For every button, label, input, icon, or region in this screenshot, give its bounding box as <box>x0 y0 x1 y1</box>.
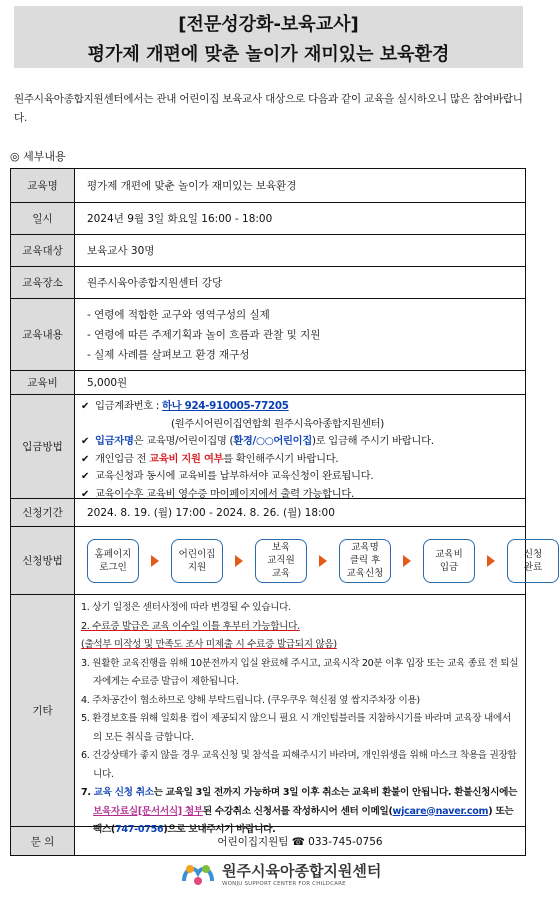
center-logo-icon <box>180 861 216 887</box>
row-place <box>11 267 525 299</box>
section-heading: ◎ 세부내용 <box>10 150 66 163</box>
list-item: - 연령에 적합한 교구와 영역구성의 실제 <box>87 308 270 321</box>
row-value: 원주시육아종합지원센터 강당 <box>87 277 223 289</box>
check-icon: ✔ <box>81 436 90 447</box>
account-owner: (원주시어린이집연합회 원주시육아종합지원센터) <box>171 417 384 430</box>
list-item: (출석부 미작성 및 만족도 조사 미제출 시 수료증 발급되지 않음) <box>81 639 337 650</box>
list-item: 3. 원활한 교육진행을 위해 10분전까지 입실 완료해 주시고, 교육시작 20분 이후 입장 또는 교육 종료 전 퇴실자에게는 수료증 발급이 제한됩니다. <box>81 657 519 687</box>
list-item: ✔ 교육이수후 교육비 영수증 마이페이지에서 출력 가능합니다. <box>81 486 434 504</box>
resource-link[interactable]: 보육자료실[문서서식] 첨부 <box>93 805 203 817</box>
row-label: 기타 <box>11 595 75 826</box>
row-content <box>11 299 525 371</box>
footer-logo <box>180 860 381 887</box>
row-datetime <box>11 203 525 235</box>
row-label: 입금방법 <box>11 395 75 498</box>
arrow-right-icon <box>319 555 327 567</box>
row-name <box>11 169 525 203</box>
flow-step: 홈페이지 로그인 <box>87 539 139 583</box>
row-value <box>75 299 525 370</box>
list-item: ✔ 입금계좌번호 : 하나 924-910005-77205 <box>81 398 434 416</box>
check-icon: ✔ <box>81 401 90 412</box>
row-value: 보육교사 30명 <box>87 245 155 257</box>
row-target <box>11 235 525 267</box>
list-item: 6. 건강상태가 좋지 않을 경우 교육신청 및 참석을 피해주시기 바라며, 개인위생을 위해 마스크 착용을 권장합니다. <box>81 750 517 780</box>
list-item: 5. 환경보호를 위해 일회용 컵이 제공되지 않으니 필요 시 개인텀블러를 지참하시기를 바라며 교육장 내에서의 모든 취식을 금합니다. <box>81 713 511 743</box>
payment-list <box>75 395 434 503</box>
row-label: 교육장소 <box>11 267 75 298</box>
row-label: 교육내용 <box>11 299 75 370</box>
flow-step: 어린이집 지원 <box>171 539 223 583</box>
title-banner <box>14 6 523 68</box>
list-item: - 연령에 따른 주제기획과 놀이 흐름과 관찰 및 지원 <box>87 328 321 341</box>
list-item: 2. 수료증 발급은 교육 이수일 이틀 후부터 가능합니다. <box>81 620 300 632</box>
row-fee <box>11 371 525 395</box>
row-value: 2024. 8. 19. (월) 17:00 - 2024. 8. 26. (월) 18:00 <box>87 507 335 519</box>
flow-step: 보육 교직원 교육 <box>255 539 307 583</box>
row-label: 교육대상 <box>11 235 75 266</box>
check-icon: ✔ <box>81 488 90 500</box>
flow-step: 교육비 입금 <box>423 539 475 583</box>
footer-text <box>222 860 381 887</box>
row-value <box>75 395 525 498</box>
list-item: - 실제 사례를 살펴보고 환경 재구성 <box>87 348 250 361</box>
arrow-right-icon <box>403 555 411 567</box>
check-icon: ✔ <box>81 453 90 465</box>
row-payment <box>11 395 525 499</box>
row-value: 평가제 개편에 맞춘 놀이가 재미있는 보육환경 <box>87 180 297 192</box>
org-name-en: WONJU SUPPORT CENTER FOR CHILDCARE <box>222 881 346 887</box>
account-number: 하나 924-910005-77205 <box>162 400 289 412</box>
row-label: 신청방법 <box>11 527 75 594</box>
notes-list <box>75 595 525 842</box>
row-label: 교육비 <box>11 371 75 394</box>
list-item: ✔ 입금자명은 교육명/어린이집명 (환경/○○어린이집)로 입금해 주시기 바랍니다. <box>81 433 434 451</box>
intro-text: 원주시육아종합지원센터에서는 관내 어린이집 보육교사 대상으로 다음과 같이 교육을 실시하오니 많은 참여바랍니다. <box>14 93 523 124</box>
row-value <box>75 595 525 835</box>
page-subtitle: 평가제 개편에 맞춘 놀이가 재미있는 보육환경 <box>87 44 450 65</box>
list-item: 4. 주차공간이 협소하므로 양해 부탁드립니다. (쿠우쿠우 혁신점 옆 쌈지주차장 이용) <box>81 694 420 706</box>
row-label: 일시 <box>11 203 75 234</box>
row-label: 교육명 <box>11 169 75 202</box>
row-value: 5,000원 <box>87 377 128 389</box>
check-icon: ✔ <box>81 471 90 482</box>
row-value: 2024년 9월 3일 화요일 16:00 - 18:00 <box>87 213 273 225</box>
row-etc <box>11 595 525 835</box>
content-list <box>75 305 320 365</box>
list-item: 1. 상기 일정은 센터사정에 따라 변경될 수 있습니다. <box>81 602 291 613</box>
arrow-right-icon <box>151 555 159 567</box>
flow-step: 신청 완료 <box>507 539 559 583</box>
row-method <box>11 527 543 595</box>
row-period <box>11 499 525 527</box>
org-name: 원주시육아종합지원센터 <box>222 862 382 880</box>
row-label: 문 의 <box>11 827 75 855</box>
arrow-right-icon <box>235 555 243 567</box>
arrow-right-icon <box>487 555 495 567</box>
page-title: [전문성강화-보육교사] <box>178 14 359 35</box>
row-label: 신청기간 <box>11 499 75 526</box>
application-flow <box>75 527 559 594</box>
details-table <box>10 168 543 856</box>
list-item: ✔ 교육신청과 동시에 교육비를 납부하셔야 교육신청이 완료됩니다. <box>81 468 434 486</box>
row-value: 어린이집지원팀 ☎ 033-745-0756 <box>217 835 383 848</box>
flow-step: 교육명 클릭 후 교육신청 <box>339 539 391 583</box>
email-link[interactable]: wjcare@naver.com <box>392 805 489 817</box>
row-value <box>75 527 559 594</box>
row-contact <box>11 827 525 855</box>
list-item: 7. 교육 신청 취소는 교육일 3일 전까지 가능하며 3일 이후 취소는 교육비 환불이 안됩니다. 환불신청시에는 보육자료실[문서서식] 첨부된 수강취소 신청서를 작성하시어 센터 이메일(wjcare@naver.com) 또는 팩스(747-0756)으로 보내주시기 바랍니다. <box>81 787 518 835</box>
list-item: ✔ 개인입금 전 교육비 지원 여부를 확인해주시기 바랍니다. <box>81 451 434 469</box>
